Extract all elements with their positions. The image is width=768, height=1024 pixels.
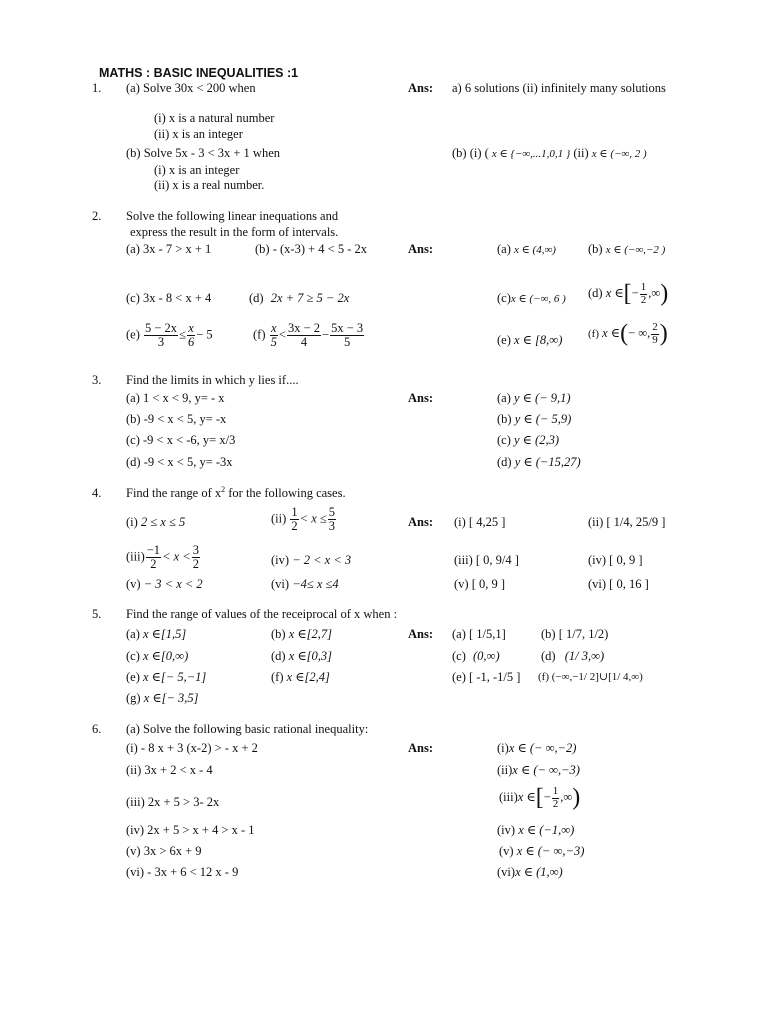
answer-text: (vi) [ 0, 16 ] [588,577,649,591]
answer-interval: x ∈ (− ∞,−2) [508,741,577,755]
sub-item [271,554,351,567]
sub-item: (vi) - 3x + 6 < 12 x - 9 [126,865,239,879]
answer-text [497,292,566,305]
sub-item: (c) -9 < x < -6, y= x/3 [126,433,236,447]
sub-item [271,671,330,684]
answer-label: (d) [541,649,556,663]
sign: − [631,285,639,300]
item-label: (g) [126,691,141,705]
math-expression: x ∈ [605,285,624,300]
answer-text [541,650,604,663]
question-number: 2. [92,209,102,223]
sub-item: (i) - 8 x + 3 (x-2) > - x + 2 [126,741,258,755]
answer-text [499,845,584,858]
answer-text: (b) [ 1/7, 1/2) [541,627,609,641]
fraction: $\frac{5}{3}$ [328,505,335,534]
answer-label: (a) [497,242,511,256]
answer-text [497,392,571,405]
item-label: (b) [271,627,286,641]
answer-label: (iv) [497,823,516,837]
answer-text [452,650,500,663]
sub-item [253,322,365,349]
sub-item [126,692,199,705]
sub-item: (i) x is a natural number [154,111,275,125]
sub-item: (ii) x is a real number. [154,178,265,192]
sub-item: (a) 3x - 7 > x + 1 [126,242,212,256]
sub-item [271,650,332,663]
sub-item: (d) -9 < x < 5, y= -3x [126,455,233,469]
answer-text [452,147,647,160]
answer-text [588,282,668,306]
item-label: (e) [126,670,140,684]
fraction: $\frac{3}{2}$ [192,543,199,572]
answer-interval: y ∈ (2,3) [514,433,560,447]
item-label: (i) [126,515,138,529]
math-expression: x ∈[2,7] [288,627,332,641]
answer-interval: x ∈ (−∞,−2 ) [605,244,666,256]
fraction: $\frac{2}{9}$ [652,321,658,346]
question-text: (a) Solve the following basic rational inequality: [126,722,369,736]
item-label: (d) [271,649,286,663]
answer-interval: x ∈ (1,∞) [515,865,563,879]
answer-label: (c) [497,291,511,305]
sub-item: (iv) 2x + 5 > x + 4 > x - 1 [126,823,255,837]
question-text: Find the range of values of the receiprocal of x when : [126,607,398,621]
answer-text [588,322,668,346]
answer-text: (iii) [ 0, 9/4 ] [454,553,519,567]
answer-label: (ii) [497,763,513,777]
math-expression: 2x + 7 ≥ 5 − 2x [270,291,350,305]
fraction: $\frac{1}{2}$ [552,785,559,810]
answer-text [497,434,559,447]
answer-label: (i) [497,741,509,755]
sub-item [271,506,337,533]
answer-label: (f) [588,327,599,340]
question-number: 1. [92,81,102,95]
ans-label: Ans: [408,741,434,755]
question-text: (a) Solve 30x < 200 when [126,81,256,95]
question-text: (b) Solve 5x - 3 < 3x + 1 when [126,146,281,160]
bracket: ) [660,280,669,307]
superscript: 2 [221,484,226,494]
math-expression: −4≤ x ≤4 [292,577,339,591]
item-label: (vi) [271,577,290,591]
sub-item: (a) 1 < x < 9, y= - x [126,391,225,405]
answer-label: (b) [497,412,512,426]
answer-interval: x ∈ (4,∞) [514,244,556,256]
fraction: $\frac{1}{2}$ [640,281,647,306]
ans-label: Ans: [408,627,434,641]
answer-text: a) 6 solutions (ii) infinitely many solutions [452,81,666,95]
answer-label: (b) [588,242,603,256]
answer-label: (d) [497,455,512,469]
item-label: (iii) [126,549,145,564]
sub-item: (i) x is an integer [154,163,240,177]
answer-text [497,742,576,755]
question-number: 4. [92,486,102,500]
bracket: [ [623,280,632,307]
question-number: 5. [92,607,102,621]
answer-text: (e) [ -1, -1/5 ] [452,670,521,684]
answer-text [497,866,563,879]
sub-item: (iii) 2x + 5 > 3- 2x [126,795,220,809]
answer-text [497,243,556,256]
answer-label: (c) [452,649,466,663]
fraction: $\frac{x}{5}$ [270,321,277,350]
question-text: Find the limits in which y lies if.... [126,373,299,387]
math-expression: < x < [162,549,191,564]
bracket: ) [659,320,668,347]
answer-interval: x ∈ (−1,∞) [518,823,575,837]
answer-set: x ∈ {−∞,...1,0,1 } [491,148,571,160]
answer-text [497,334,562,347]
ans-label: Ans: [408,242,434,256]
answer-label: (d) [588,285,603,300]
answer-label: (a) [497,391,511,405]
prompt-text: for the following cases. [225,486,346,500]
ans-label: Ans: [408,81,434,95]
sub-item: (c) 3x - 8 < x + 4 [126,291,212,305]
item-label: (f) [253,327,266,342]
math-expression: 2 ≤ x ≤ 5 [140,515,186,529]
sub-item [126,516,185,529]
answer-label: (v) [499,844,514,858]
answer-interval: y ∈ (− 5,9) [514,412,572,426]
fraction: $\frac{x}{6}$ [187,321,195,350]
answer-label: (vi) [497,865,516,879]
question-text: express the result in the form of intervals. [130,225,339,239]
math-expression: x ∈[− 5,−1] [143,670,207,684]
fraction: $\frac{-1}{2}$ [146,543,161,572]
math-expression: x ∈[1,5] [143,627,187,641]
answer-text: (iv) [ 0, 9 ] [588,553,643,567]
fraction: $\frac{5x - 3}{5}$ [331,321,364,350]
interval-end: ,∞ [560,789,573,804]
sign: − [543,789,551,804]
sub-item [126,544,201,571]
sub-item: (v) 3x > 6x + 9 [126,844,202,858]
sub-item [126,628,186,641]
answer-interval: x ∈ (− ∞,−3) [516,844,585,858]
sub-item [271,578,339,591]
sub-item [126,322,213,349]
answer-interval: x ∈ [8,∞) [514,333,563,347]
answer-text [497,764,580,777]
math-expression: x ∈ [602,325,621,340]
sub-item [126,650,188,663]
sub-item: (ii) x is an integer [154,127,243,141]
sub-item [271,628,332,641]
answer-interval: x ∈ (−∞, 2 ) [591,148,647,160]
fraction: $\frac{3x - 2}{4}$ [287,321,320,350]
ans-label: Ans: [408,515,434,529]
sub-item [249,292,349,305]
question-number: 3. [92,373,102,387]
answer-interval: y ∈ (− 9,1) [514,391,571,405]
answer-interval: y ∈ (−15,27) [514,455,581,469]
answer-label: (iii) [499,789,518,804]
answer-text [497,413,571,426]
answer-text [499,786,580,810]
math-expression: − 3 < x < 2 [143,577,203,591]
bracket: ( [620,320,629,347]
interval-start: − ∞, [628,325,651,340]
answer-text: (ii) [ 1/4, 25/9 ] [588,515,666,529]
math-expression: x ∈[0,3] [288,649,332,663]
item-label: (v) [126,577,141,591]
interval-end: ,∞ [648,285,661,300]
question-number: 6. [92,722,102,736]
answer-text: (v) [ 0, 9 ] [454,577,506,591]
sub-item [126,578,203,591]
item-label: (ii) [271,511,287,526]
answer-text [588,243,665,256]
fraction: $\frac{1}{2}$ [291,505,298,534]
relation: < [278,327,286,342]
math-expression: x ∈ [517,789,536,804]
question-text: Solve the following linear inequations and [126,209,339,223]
bracket: ) [572,784,581,811]
answer-interval: x ∈ (− ∞,−3) [512,763,580,777]
sub-item [126,671,206,684]
item-label: (d) [249,291,264,305]
answer-text: (a) [ 1/5,1] [452,627,506,641]
answer-text: (f) (−∞,−1/ 2]∪[1/ 4,∞) [538,671,643,683]
answer-text [497,824,574,837]
sub-item: (b) -9 < x < 5, y= -x [126,412,227,426]
math-expression: − 2 < x < 3 [292,553,352,567]
answer-mid: (ii) [573,146,589,160]
prompt-text: Find the range of x [126,486,222,500]
math-expression: x ∈[0,∞) [143,649,189,663]
item-label: (iv) [271,553,290,567]
math-expression: x ∈[− 3,5] [143,691,199,705]
answer-text: (i) [ 4,25 ] [454,515,506,529]
page-title: MATHS : BASIC INEQUALITIES :1 [99,66,299,80]
math-expression: < x ≤ [299,511,327,526]
question-text [126,484,346,500]
answer-text [497,456,581,469]
item-label: (c) [126,649,140,663]
bracket: [ [535,784,544,811]
answer-label: (c) [497,433,511,447]
item-label: (a) [126,627,140,641]
item-label: (e) [126,327,140,342]
answer-label: (e) [497,333,511,347]
answer-prefix: (b) (i) ( [452,146,489,160]
item-label: (f) [271,670,284,684]
math-expression: x ∈[2,4] [286,670,330,684]
ans-label: Ans: [408,391,434,405]
fraction: $\frac{5 - 2x}{3}$ [145,321,178,350]
answer-interval: (1/ 3,∞) [564,649,605,663]
math-tail: − 5 [196,327,213,342]
relation: ≤ [179,327,186,342]
answer-interval: (0,∞) [473,649,500,663]
sub-item: (b) - (x-3) + 4 < 5 - 2x [255,242,367,256]
relation: − [322,327,330,342]
answer-interval: x ∈ (−∞, 6 ) [510,293,566,305]
sub-item: (ii) 3x + 2 < x - 4 [126,763,213,777]
